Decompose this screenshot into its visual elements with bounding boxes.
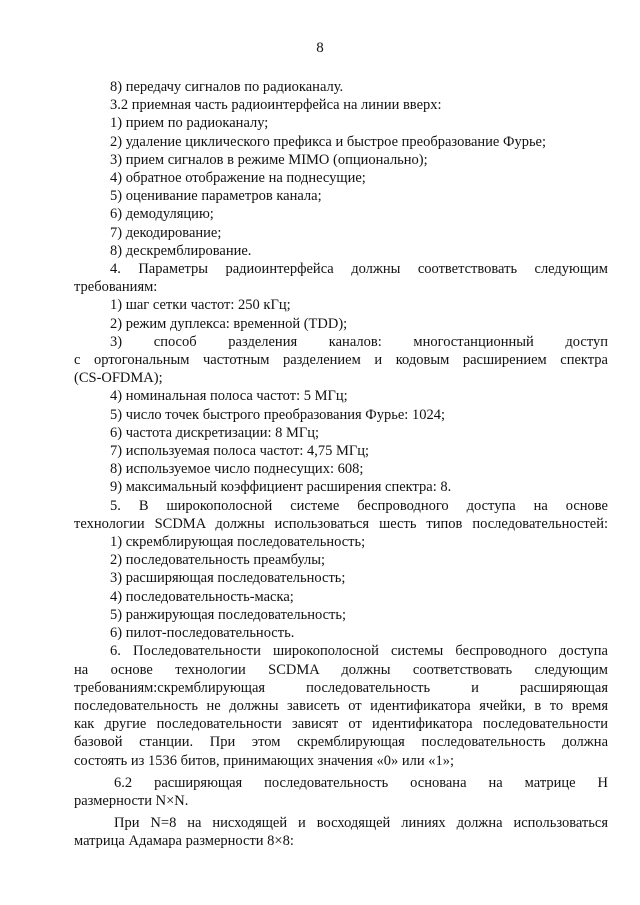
text-line: 6) демодуляцию;	[110, 206, 214, 223]
text-line: 6) частота дискретизации: 8 МГц;	[110, 424, 320, 441]
text-line: с ортогональным частотным разделением и кодовым расширением спектра	[74, 352, 608, 369]
text-line: требованиям:	[74, 279, 158, 296]
text-line: 7) декодирование;	[110, 224, 222, 241]
text-line: требованиям:скремблирующая последовательность и расширяющая	[74, 679, 608, 696]
text-line: на основе технологии SCDMA должны соответствовать следующим	[74, 661, 608, 678]
text-line: 7) используемая полоса частот: 4,75 МГц;	[110, 443, 370, 460]
text-line: базовой станции. При этом скремблирующая последовательность должна	[74, 734, 608, 751]
text-line: 8) дескремблирование.	[110, 242, 252, 259]
text-line: 1) шаг сетки частот: 250 кГц;	[110, 297, 291, 314]
text-line: (CS-OFDMA);	[74, 370, 163, 387]
text-line: 4) последовательность-маска;	[110, 588, 294, 605]
text-line: 8) используемое число поднесущих: 608;	[110, 461, 364, 478]
text-line: последовательность не должны зависеть от идентификатора ячейки, в то время	[74, 697, 608, 714]
text-line: 4) номинальная полоса частот: 5 МГц;	[110, 388, 348, 405]
text-line: технологии SCDMA должны использоваться шесть типов последовательностей:	[74, 515, 608, 532]
text-line: 9) максимальный коэффициент расширения спектра: 8.	[110, 479, 452, 496]
text-line: 6) пилот-последовательность.	[110, 625, 295, 642]
text-line: 2) удаление циклического префикса и быстрое преобразование Фурье;	[110, 133, 547, 150]
page-number: 8	[316, 40, 324, 56]
document-body	[74, 78, 608, 851]
text-line: состоять из 1536 битов, принимающих значения «0» или «1»;	[74, 752, 455, 769]
text-line: 5) ранжирующая последовательность;	[110, 606, 347, 623]
text-line: 3) расширяющая последовательность;	[110, 570, 346, 587]
text-line: 6. Последовательности широкополосной системы беспроводного доступа	[110, 643, 608, 660]
text-line: При N=8 на нисходящей и восходящей линиях должна использоваться	[114, 815, 608, 832]
text-line: 5) оценивание параметров канала;	[110, 188, 322, 205]
text-line: 4. Параметры радиоинтерфейса должны соответствовать следующим	[110, 261, 608, 278]
text-line: 5) число точек быстрого преобразования Фурье: 1024;	[110, 406, 445, 423]
text-line: размерности N×N.	[74, 792, 189, 809]
text-line: 6.2 расширяющая последовательность основана на матрице H	[114, 774, 608, 791]
text-line: 4) обратное отображение на поднесущие;	[110, 170, 366, 187]
text-line: 3) способ разделения каналов: многостанционный доступ	[110, 333, 608, 350]
text-line: 1) скремблирующая последовательность;	[110, 534, 366, 551]
text-line: 3) прием сигналов в режиме MIMO (опционально);	[110, 151, 428, 168]
text-line: 1) прием по радиоканалу;	[110, 115, 269, 132]
text-line: 2) режим дуплекса: временной (TDD);	[110, 315, 348, 332]
text-line: матрица Адамара размерности 8×8:	[74, 833, 294, 850]
text-line: как другие последовательности зависят от идентификатора последовательности	[74, 716, 608, 733]
text-line: 2) последовательность преамбулы;	[110, 552, 326, 569]
text-line: 5. В широкополосной системе беспроводного доступа на основе	[110, 497, 608, 514]
text-line: 8) передачу сигналов по радиоканалу.	[110, 79, 344, 95]
text-line: 3.2 приемная часть радиоинтерфейса на линии вверх:	[110, 97, 442, 114]
